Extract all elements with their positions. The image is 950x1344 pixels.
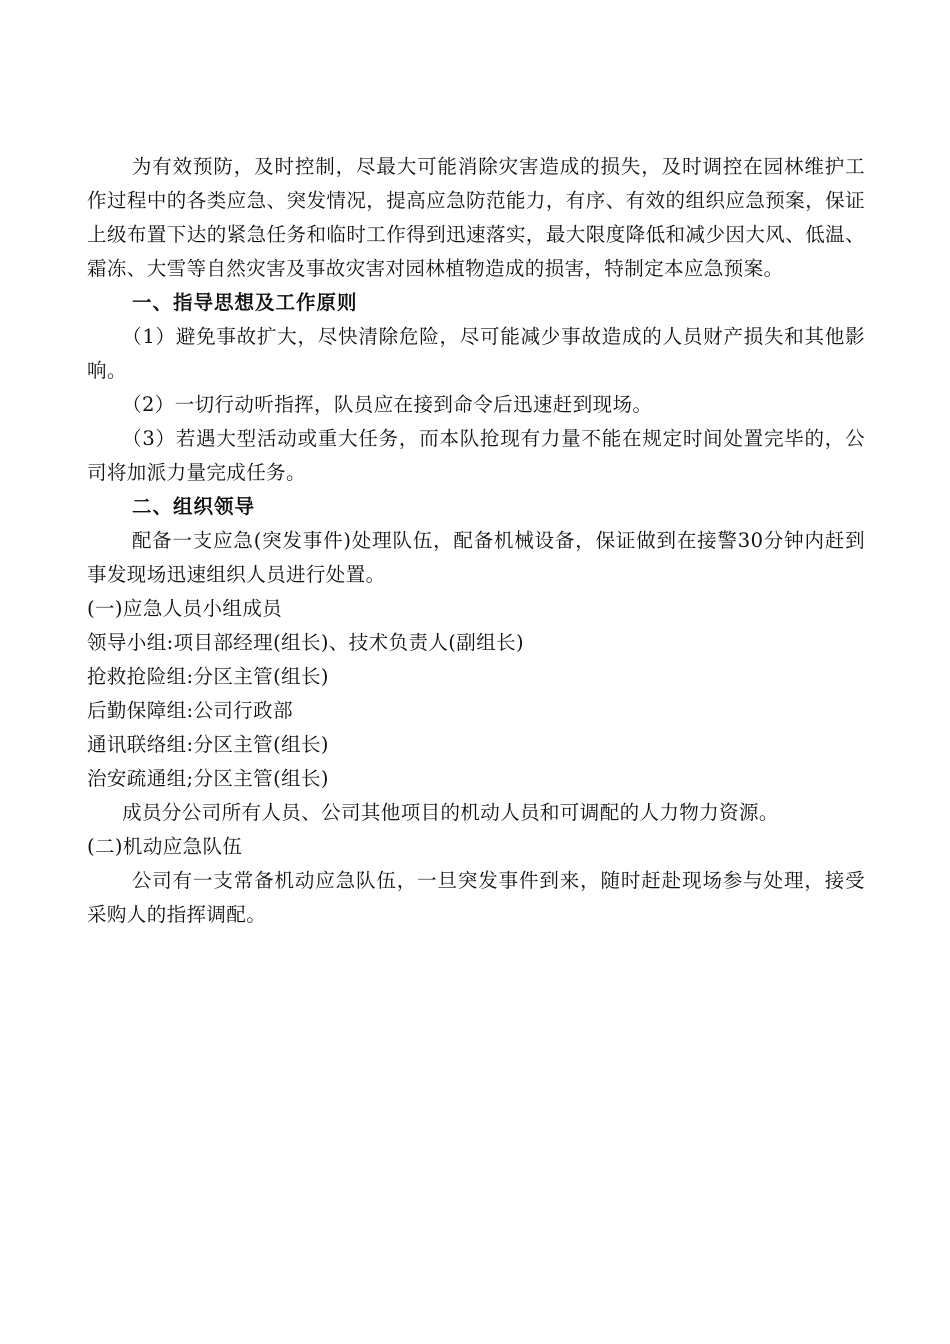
members-paragraph: 成员分公司所有人员、公司其他项目的机动人员和可调配的人力物力资源。: [122, 801, 779, 824]
principle-item-2: （2）一切行动听指挥，队员应在接到命令后迅速赶到现场。: [122, 393, 653, 416]
group-item-security: 治安疏通组;分区主管(组长): [87, 767, 329, 790]
group-item-logistics: 后勤保障组:公司行政部: [87, 699, 293, 722]
section-heading-guiding-principles: 一、指导思想及工作原则: [132, 291, 358, 314]
principle-item-1: （1）避免事故扩大，尽快清除危险，尽可能减少事故造成的人员财产损失和其他影响。: [87, 325, 865, 382]
group-item-rescue: 抢救抢险组:分区主管(组长): [87, 665, 329, 688]
document-body: [87, 150, 865, 932]
subsection-title-mobile-team: (二)机动应急队伍: [87, 835, 243, 858]
intro-paragraph: 为有效预防，及时控制，尽最大可能消除灾害造成的损失，及时调控在园林维护工作过程中的各类应急、突发情况，提高应急防范能力，有序、有效的组织应急预案，保证上级布置下达的紧急任务和临时工作得到迅速落实，最大限度降低和减少因大风、低温、霜冻、大雪等自然灾害及事故灾害对园林植物造成的损害，特制定本应急预案。: [87, 155, 865, 280]
group-item-communication: 通讯联络组:分区主管(组长): [87, 733, 329, 756]
subsection-title-emergency-members: (一)应急人员小组成员: [87, 597, 283, 620]
mobile-team-paragraph: 公司有一支常备机动应急队伍，一旦突发事件到来，随时赶赴现场参与处理，接受采购人的指挥调配。: [87, 869, 865, 926]
organization-paragraph: 配备一支应急(突发事件)处理队伍，配备机械设备，保证做到在接警30分钟内赶到事发现场迅速组织人员进行处置。: [87, 529, 865, 586]
principle-item-3: （3）若遇大型活动或重大任务，而本队抢现有力量不能在规定时间处置完毕的，公司将加派力量完成任务。: [87, 427, 865, 484]
section-heading-organization: 二、组织领导: [132, 495, 256, 518]
group-item-leadership: 领导小组:项目部经理(组长)、技术负责人(副组长): [87, 631, 525, 654]
